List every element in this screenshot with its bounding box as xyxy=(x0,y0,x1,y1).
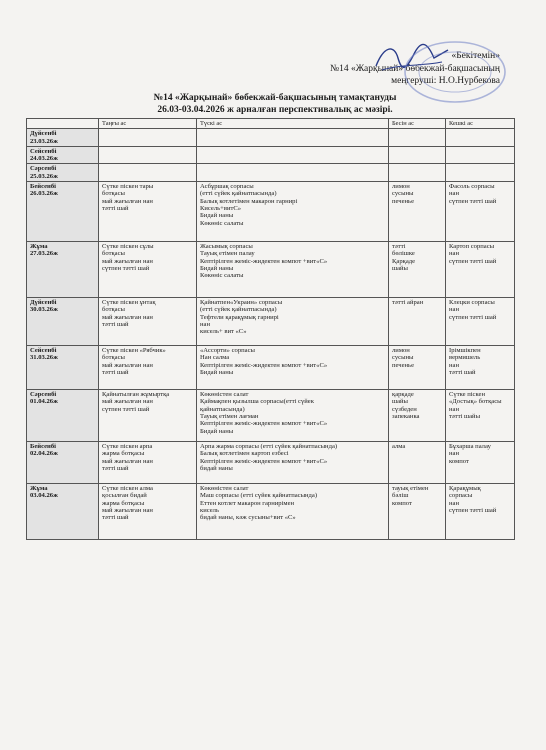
cell-day xyxy=(27,164,99,182)
menu-line: Сүтке піскен арпа xyxy=(102,443,153,451)
menu-line: нан xyxy=(200,320,210,328)
menu-line: ботқасы xyxy=(102,190,125,198)
menu-line: Көкөністен салат xyxy=(200,391,249,399)
menu-line: май жағылған нан xyxy=(102,506,153,514)
cell-snack xyxy=(389,298,446,346)
cell-dinner xyxy=(446,484,515,540)
menu-line: Еттен котлет макарон гарнирімен xyxy=(200,499,295,507)
menu-line: ботқасы xyxy=(102,250,125,258)
cell-breakfast xyxy=(99,484,197,540)
day-line: 01.04.26ж xyxy=(30,398,58,406)
cell-lunch xyxy=(197,164,389,182)
cell-snack xyxy=(389,129,446,147)
menu-line: «Ассорти» сорпасы xyxy=(200,347,255,355)
day-line: Бейсенбі xyxy=(30,183,56,191)
day-line: Сейсенбі xyxy=(30,347,57,355)
menu-line: Балық котлетімен макарон гарнирі xyxy=(200,197,298,205)
day-line: 30.03.26ж xyxy=(30,306,58,314)
cell-day xyxy=(27,146,99,164)
day-line: Бейсенбі xyxy=(30,443,56,451)
menu-line: тәтті шай xyxy=(102,464,129,472)
cell-day xyxy=(27,346,99,390)
day-line: 31.03.26ж xyxy=(30,354,58,362)
menu-line: нан xyxy=(449,190,459,198)
menu-line: Көкөніс салаты xyxy=(200,219,244,227)
menu-line: кисель xyxy=(200,506,219,514)
menu-line: компот xyxy=(449,457,469,465)
menu-line: шайы xyxy=(392,398,408,406)
day-line: 25.03.26ж xyxy=(30,172,58,180)
menu-line: сүтпен тәтті шай xyxy=(449,506,497,514)
menu-line: бидай наны xyxy=(200,464,233,472)
day-line: 03.04.26ж xyxy=(30,492,58,500)
menu-line: Асбұршақ сорпасы xyxy=(200,183,254,191)
menu-line: Тауық етімен лағман xyxy=(200,412,259,420)
cell-lunch xyxy=(197,346,389,390)
menu-line: бөлішке xyxy=(392,250,415,258)
cell-day xyxy=(27,442,99,484)
menu-line: тәтті xyxy=(392,243,406,251)
menu-line: жарма ботқасы xyxy=(102,450,145,458)
cell-snack xyxy=(389,242,446,298)
column-header-dinner: Кешкі ас xyxy=(446,119,515,129)
menu-line: тәтті шайы xyxy=(449,412,481,420)
column-header-breakfast: Таңғы ас xyxy=(99,119,197,129)
table-row xyxy=(27,298,515,346)
menu-line: тәтті шай xyxy=(449,368,476,376)
approve-head: меңгеруші: Н.О.Нурбекова xyxy=(391,76,500,86)
cell-breakfast xyxy=(99,129,197,147)
day-line: Сейсенбі xyxy=(30,147,57,155)
menu-line: Кисель+витС» xyxy=(200,204,242,212)
cell-lunch xyxy=(197,484,389,540)
menu-line: печенье xyxy=(392,197,414,205)
cell-breakfast xyxy=(99,164,197,182)
menu-line: Қаймақпен қызылша сорпасы(етті сүйек xyxy=(200,398,314,406)
menu-line: лимон xyxy=(392,183,410,191)
menu-line: тәтті шай xyxy=(102,368,129,376)
menu-line: Кептірілген жеміс-жидектен компот +вит«С» xyxy=(200,457,328,465)
cell-day xyxy=(27,298,99,346)
menu-line: Фасоль сорпасы xyxy=(449,183,495,191)
menu-line: Кептірілген жеміс-жидектен компот +вит«С» xyxy=(200,257,328,265)
menu-line: тауық етімен xyxy=(392,485,429,493)
menu-line: тәтті шай xyxy=(102,204,129,212)
table-row xyxy=(27,346,515,390)
table-header-row xyxy=(27,119,515,129)
day-line: 27.03.26ж xyxy=(30,250,58,258)
cell-day xyxy=(27,182,99,242)
cell-day xyxy=(27,129,99,147)
day-line: 23.03.26ж xyxy=(30,137,58,145)
approve-title: «Бекітемін» xyxy=(451,51,500,61)
menu-line: нан xyxy=(449,361,459,369)
cell-dinner xyxy=(446,182,515,242)
menu-line: Қарқаде xyxy=(392,257,416,265)
cell-snack xyxy=(389,346,446,390)
menu-line: сүтпен тәтті шай xyxy=(449,313,497,321)
menu-line: нан xyxy=(449,450,459,458)
menu-line: Сүтке піскен xyxy=(449,391,485,399)
cell-lunch xyxy=(197,129,389,147)
cell-day xyxy=(27,484,99,540)
menu-line: ботқасы xyxy=(102,354,125,362)
cell-lunch xyxy=(197,182,389,242)
cell-snack xyxy=(389,484,446,540)
cell-breakfast xyxy=(99,390,197,442)
menu-line: Маш сорпасы (етті сүйек қайнатпасында) xyxy=(200,492,318,500)
cell-dinner xyxy=(446,346,515,390)
table-row xyxy=(27,164,515,182)
menu-line: май жағылған нан xyxy=(102,361,153,369)
menu-line: Сүтке піскен алма xyxy=(102,485,153,493)
menu-line: Ірімшікпен xyxy=(449,347,481,355)
day-line: Жұма xyxy=(30,243,48,251)
table-row xyxy=(27,146,515,164)
menu-line: Арпа жарма сорпасы (етті сүйек қайнатпасында) xyxy=(200,443,338,451)
menu-line: нан xyxy=(449,499,459,507)
cell-dinner xyxy=(446,442,515,484)
menu-line: қарқаде xyxy=(392,391,414,399)
menu-line: шайы xyxy=(392,264,408,272)
document-title xyxy=(60,93,490,116)
menu-line: алма xyxy=(392,443,406,451)
table-row xyxy=(27,182,515,242)
approve-org: №14 «Жарқынай» бөбекжай-бақшасының xyxy=(330,63,500,74)
menu-line: май жағылған нан xyxy=(102,197,153,205)
menu-line: Қайнатпен«Украин» сорпасы xyxy=(200,299,283,307)
menu-line: нан xyxy=(449,405,459,413)
menu-line: Сүтке піскен «Рябчик» xyxy=(102,347,166,355)
day-line: 26.03.26ж xyxy=(30,190,58,198)
cell-dinner xyxy=(446,164,515,182)
menu-line: Сүтке піскен сұлы xyxy=(102,243,154,251)
cell-breakfast xyxy=(99,146,197,164)
menu-line: Бидай наны xyxy=(200,212,234,220)
menu-line: Тауық етімен палау xyxy=(200,250,255,258)
menu-line: (етті сүйек қайнатпасында) xyxy=(200,190,277,198)
column-header-lunch: Түскі ас xyxy=(197,119,389,129)
cell-lunch xyxy=(197,146,389,164)
cell-dinner xyxy=(446,298,515,346)
menu-line: «Достық» ботқасы xyxy=(449,398,502,406)
cell-breakfast xyxy=(99,346,197,390)
menu-line: запеканка xyxy=(392,412,420,420)
menu-line: Сүтке піскен ұнтақ xyxy=(102,299,156,307)
menu-line: қосылған бидай xyxy=(102,492,147,500)
menu-line: Клецки сорпасы xyxy=(449,299,495,307)
day-line: Сәрсенбі xyxy=(30,165,57,173)
menu-line: сүтпен тәтті шай xyxy=(102,405,150,413)
cell-snack xyxy=(389,442,446,484)
menu-line: май жағылған нан xyxy=(102,313,153,321)
title-line-2: 26.03-03.04.2026 ж арналған перспективалық ас мәзірі. xyxy=(157,104,393,115)
column-header-day xyxy=(27,119,99,129)
cell-breakfast xyxy=(99,242,197,298)
day-line: Дүйсенбі xyxy=(30,299,57,307)
cell-breakfast xyxy=(99,442,197,484)
title-line-1: №14 «Жарқынай» бөбекжай-бақшасының тамақтануды xyxy=(153,93,397,103)
cell-day xyxy=(27,390,99,442)
menu-line: печенье xyxy=(392,361,414,369)
menu-line: (етті сүйек қайнатпасында) xyxy=(200,306,277,314)
cell-lunch xyxy=(197,390,389,442)
menu-line: тәтті шай xyxy=(102,320,129,328)
menu-line: Кептірілген жеміс-жидектен компот +вит«С» xyxy=(200,420,328,428)
cell-dinner xyxy=(446,390,515,442)
day-line: Дүйсенбі xyxy=(30,130,57,138)
cell-breakfast xyxy=(99,298,197,346)
menu-line: Жасымық сорпасы xyxy=(200,243,253,251)
menu-line: сусыны xyxy=(392,354,414,362)
day-line: 02.04.26ж xyxy=(30,450,58,458)
table-row xyxy=(27,442,515,484)
menu-line: Сүтке піскен тары xyxy=(102,183,154,191)
menu-line: қайнатпасында) xyxy=(200,405,245,413)
cell-dinner xyxy=(446,129,515,147)
menu-line: бидай наны, кәж сусыны+вит «С» xyxy=(200,514,296,522)
menu-line: май жағылған нан xyxy=(102,257,153,265)
menu-line: вермишель xyxy=(449,354,481,362)
menu-line: сүтпен тәтті шай xyxy=(449,257,497,265)
cell-lunch xyxy=(197,442,389,484)
cell-day xyxy=(27,242,99,298)
menu-line: бәліш xyxy=(392,492,409,500)
menu-line: тәтті шай xyxy=(102,514,129,522)
table-row xyxy=(27,129,515,147)
table-row xyxy=(27,390,515,442)
cell-snack xyxy=(389,164,446,182)
cell-dinner xyxy=(446,146,515,164)
menu-line: май жағылған нан xyxy=(102,457,153,465)
cell-snack xyxy=(389,182,446,242)
menu-line: сорпасы xyxy=(449,492,473,500)
day-line: Сәрсенбі xyxy=(30,391,57,399)
menu-line: кисель+ вит «С» xyxy=(200,328,247,336)
menu-line: Тефтели қарақұмық гарнирі xyxy=(200,313,279,321)
day-line: 24.03.26ж xyxy=(30,155,58,163)
table-row xyxy=(27,242,515,298)
menu-line: Балық котлетімен картоп езбесі xyxy=(200,450,289,458)
menu-line: нан xyxy=(449,250,459,258)
menu-line: Бұхарша палау xyxy=(449,443,491,451)
menu-line: сүтпен тәтті шай xyxy=(102,264,150,272)
menu-line: Бидай наны xyxy=(200,427,234,435)
cell-lunch xyxy=(197,298,389,346)
menu-line: Көкөністен салат xyxy=(200,485,249,493)
cell-snack xyxy=(389,146,446,164)
table-row xyxy=(27,484,515,540)
menu-line: Көкөніс салаты xyxy=(200,272,244,280)
menu-line: Бидай наны xyxy=(200,368,234,376)
menu-line: Бидай наны xyxy=(200,264,234,272)
menu-line: Кептірілген жеміс-жидектен компот +вит«С» xyxy=(200,361,328,369)
menu-line: сүтпен тәтті шай xyxy=(449,197,497,205)
menu-line: ботқасы xyxy=(102,306,125,314)
menu-line: жарма ботқасы xyxy=(102,499,145,507)
menu-line: нан xyxy=(449,306,459,314)
menu-line: Қарақұмық xyxy=(449,485,481,493)
menu-line: сусыны xyxy=(392,190,414,198)
column-header-snack: Бесін ас xyxy=(389,119,446,129)
menu-line: май жағылған нан xyxy=(102,398,153,406)
menu-table xyxy=(26,118,515,540)
cell-dinner xyxy=(446,242,515,298)
menu-line: лимон xyxy=(392,347,410,355)
menu-line: компот xyxy=(392,499,412,507)
menu-line: Қайнатылған жұмыртқа xyxy=(102,391,170,399)
cell-breakfast xyxy=(99,182,197,242)
menu-line: тәтті айран xyxy=(392,299,424,307)
cell-lunch xyxy=(197,242,389,298)
menu-line: сүзбеден xyxy=(392,405,417,413)
menu-line: Картоп сорпасы xyxy=(449,243,495,251)
cell-snack xyxy=(389,390,446,442)
day-line: Жұма xyxy=(30,485,48,493)
menu-line: Нан салма xyxy=(200,354,230,362)
